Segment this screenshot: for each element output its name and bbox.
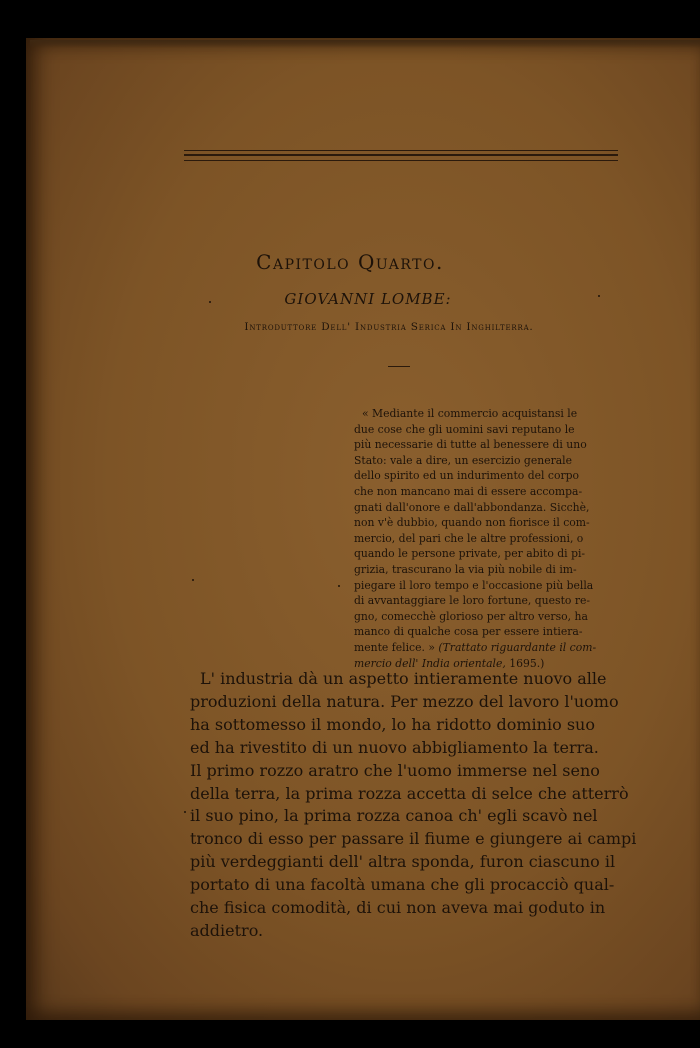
body-line: tronco di esso per passare il fiume e giungere ai campi: [190, 829, 637, 849]
print-speck: [209, 301, 211, 303]
epigraph-line: più necessarie di tutte al benessere di uno: [354, 438, 587, 452]
epigraph-line: che non mancano mai di essere accompa-: [354, 484, 583, 498]
chapter-subtitle-description: Introduttore Dell' Industria Serica In Inghilterra.: [244, 321, 534, 333]
chapter-title: Capitolo Quarto.: [256, 250, 444, 274]
epigraph-line: quando le persone private, per abito di pi-: [354, 547, 586, 561]
body-line: il suo pino, la prima rozza canoa ch' egli scavò nel: [190, 806, 598, 826]
epigraph-line: manco di qualche cosa per essere intiera-: [354, 625, 583, 639]
epigraph-line: non v'è dubbio, quando non fiorisce il com-: [354, 516, 590, 530]
page-top-edge-shadow: [30, 40, 700, 48]
body-line: Il primo rozzo aratro che l'uomo immerse nel seno: [190, 760, 600, 780]
body-line: che fisica comodità, di cui non aveva mai goduto in: [190, 898, 606, 918]
epigraph-line: mercio, del pari che le altre professioni, o: [354, 531, 584, 545]
epigraph-line: grizia, trascurano la via più nobile di im-: [354, 562, 577, 576]
print-speck: [184, 811, 186, 813]
chapter-subtitle: GIOVANNI LOMBE:: [284, 290, 452, 308]
epigraph-source-title: (Trattato riguardante il com-: [438, 640, 597, 654]
header-rule-thin-bottom: [184, 160, 618, 161]
epigraph-source-title-cont: mercio dell' India orientale,: [354, 656, 506, 670]
body-line: addietro.: [190, 920, 264, 940]
body-line: L' industria dà un aspetto intieramente nuovo alle: [200, 669, 607, 688]
body-paragraph: [190, 668, 637, 943]
epigraph-line: gnati dall'onore e dall'abbondanza. Sicchè,: [354, 500, 590, 514]
print-speck: [192, 579, 194, 581]
body-line: produzioni della natura. Per mezzo del lavoro l'uomo: [190, 691, 619, 711]
epigraph-closing-text: mente felice. »: [354, 640, 435, 654]
body-line: ha sottomesso il mondo, lo ha ridotto dominio suo: [190, 714, 595, 734]
epigraph-line: Stato: vale a dire, un esercizio generale: [354, 453, 573, 467]
epigraph-quote: [354, 406, 620, 671]
epigraph-line: gno, comecchè glorioso per altro verso, ha: [354, 609, 588, 623]
section-dash: [388, 366, 410, 367]
body-line: portato di una facoltà umana che gli procacciò qual-: [190, 875, 615, 895]
body-line: più verdeggianti dell' altra sponda, furon ciascuno il: [190, 852, 616, 872]
body-line: ed ha rivestito di un nuovo abbigliamento la terra.: [190, 737, 599, 757]
epigraph-line: due cose che gli uomini savi reputano le: [354, 422, 575, 436]
body-line: della terra, la prima rozza accetta di selce che atterrò: [190, 783, 629, 803]
header-rule-thick: [184, 154, 618, 156]
epigraph-line: « Mediante il commercio acquistansi le: [362, 407, 578, 420]
epigraph-line: piegare il loro tempo e l'occasione più bella: [354, 578, 594, 592]
epigraph-source-year: 1695.): [509, 656, 545, 670]
epigraph-line: dello spirito ed un indurimento del corpo: [354, 469, 580, 483]
epigraph-line: di avvantaggiare le loro fortune, questo re-: [354, 594, 591, 608]
print-speck: [598, 295, 600, 297]
epigraph-line-last: [354, 640, 620, 656]
header-rule-thin-top: [184, 150, 618, 151]
print-speck: [338, 585, 340, 587]
